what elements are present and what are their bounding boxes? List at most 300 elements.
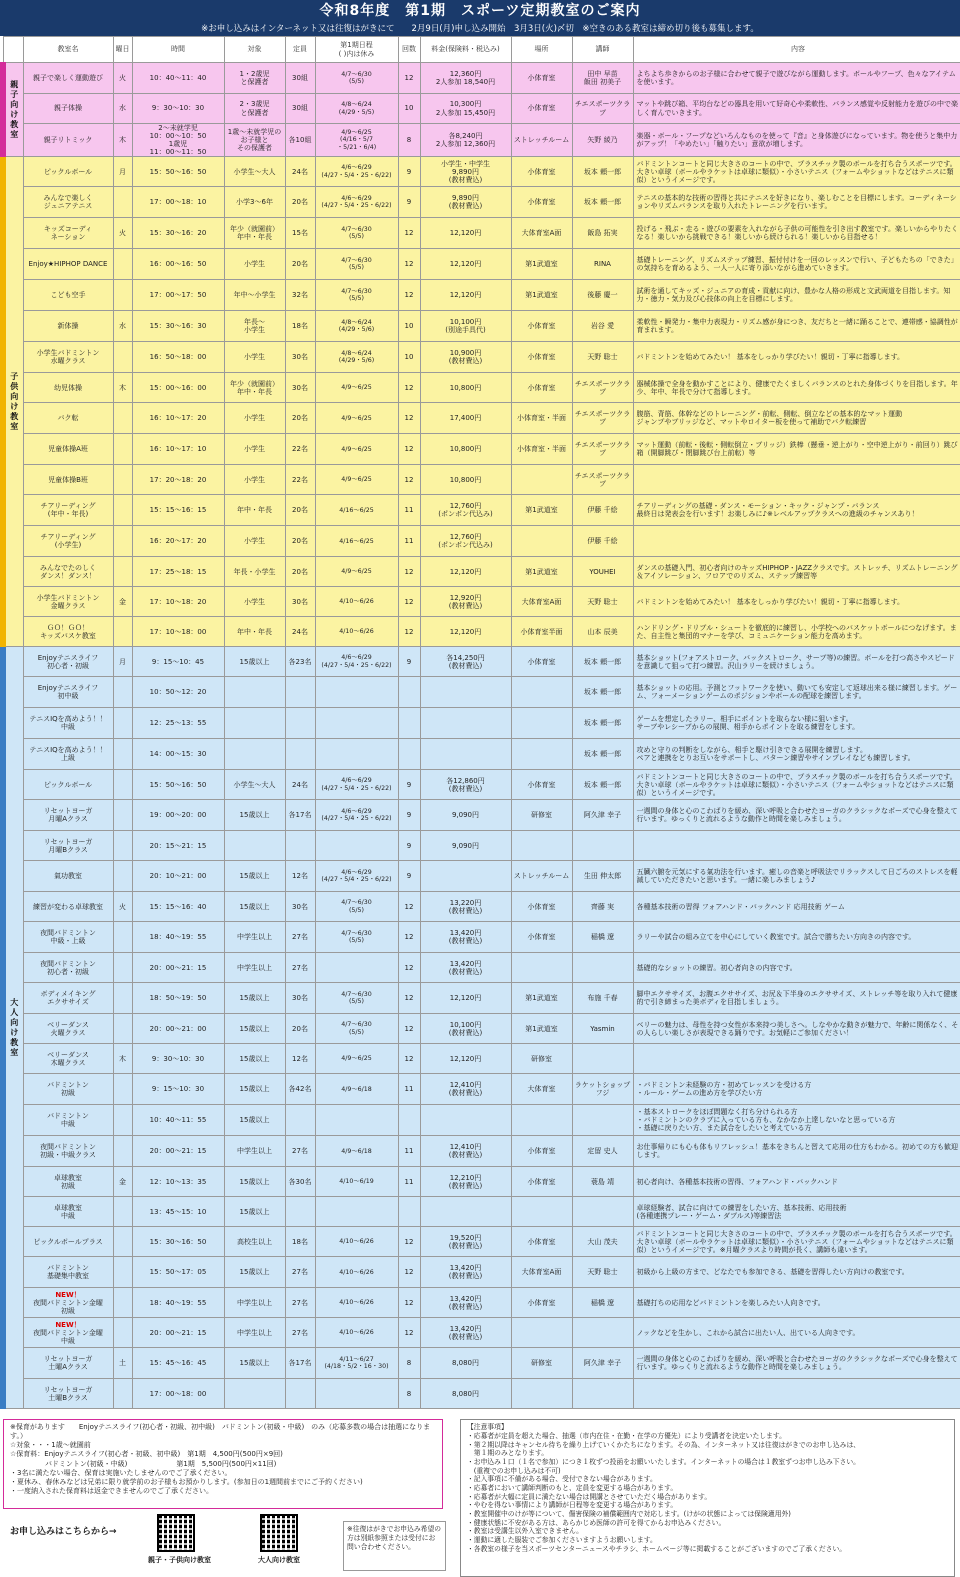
description: ・基本ストロークをほぼ問題なく打ち分けられる方 ・バドミントンのクラブに入っている方も、なかなか上達しないなと思っている方 ・基礎に戻りたい方、また試合をしたいと考えている方 (633, 1105, 960, 1136)
venue (511, 677, 572, 708)
capacity: 30名 (285, 373, 315, 403)
fee: 12,120円 (420, 249, 511, 280)
sessions: 12 (398, 1044, 420, 1074)
description: 五臓六腑を元気にする氣功法を行います。癒しの音楽と呼吸法でリラックスして日ごろのストレスを軽減していただきたいと思います。一緒に楽しみましょう♪ (633, 861, 960, 892)
schedule (315, 831, 398, 861)
table-row (3, 1288, 960, 1318)
class-name: ベリーダンス 木曜クラス (23, 1044, 113, 1074)
capacity: 各10組 (285, 124, 315, 157)
weekday (113, 557, 132, 587)
weekday (113, 434, 132, 465)
venue: 第1武道室 (511, 983, 572, 1014)
table-row (3, 739, 960, 770)
time: 16：00〜16：50 (132, 249, 224, 280)
qr-code-adult[interactable] (260, 1514, 298, 1552)
weekday (113, 800, 132, 831)
weekday: 木 (113, 373, 132, 403)
capacity: 30組 (285, 94, 315, 124)
table-row (3, 249, 960, 280)
header-cell: 曜日 (113, 37, 132, 63)
header-cell: 内容 (633, 37, 960, 63)
sessions: 10 (398, 311, 420, 342)
instructor: 天野 聡士 (572, 342, 633, 373)
description: チアリーディングの基礎・ダンス・モーション・キック・ジャンプ・バランス 最終日は発表会を行います！お楽しみに♪※レベルアップクラスへの進級のチャンスあり！ (633, 495, 960, 526)
class-name: 児童体操A班 (23, 434, 113, 465)
instructor: 田中 早苗 飯田 初美子 (572, 63, 633, 94)
time: 2〜未就学児 10：00〜10：50 1歳児 11：00〜11：50 (132, 124, 224, 157)
instructor: YOUHEI (572, 557, 633, 587)
venue: 小体育室・半面 (511, 403, 572, 434)
description: 卓球経験者、試合に向けての練習をしたい方、基本技術、応用技術 (各種連携プレー・ゲーム・ダブルス)等練習法 (633, 1197, 960, 1227)
description: 基礎トレーニング、リズムステップ練習、振付付けを一回のレッスンで行い、子どもたちの「できた」の気持ちを育めるよう、一人一人に寄り添いながら進めていきます。 (633, 249, 960, 280)
venue: 第1武道室 (511, 1014, 572, 1044)
description: ハンドリング・ドリブル・シュートを徹底的に練習し、小学校へのバスケットボールにつなげます。また、自主性と集団的マナーを学び、コミュニケーション能力を高めます。 (633, 617, 960, 647)
fee: 12,760円 (ポンポン代込み) (420, 495, 511, 526)
schedule (315, 1379, 398, 1409)
target: 2・3歳児 と保護者 (224, 94, 285, 124)
target (224, 708, 285, 739)
schedule: 4/8〜6/24 (4/29・5/6) (315, 342, 398, 373)
header-cell: 時間 (132, 37, 224, 63)
venue: 第1武道室 (511, 557, 572, 587)
description: マット運動（前転・後転・側転倒立・ブリッジ）鉄棒（懸垂・逆上がり・空中逆上がり・前回り）跳び箱（開脚跳び・閉脚跳び台上前転）等 (633, 434, 960, 465)
target: 年中・年長 (224, 495, 285, 526)
weekday (113, 465, 132, 495)
time: 15：50〜16：50 (132, 157, 224, 187)
class-name: ピックルボールプラス (23, 1227, 113, 1257)
target (224, 831, 285, 861)
table-row (3, 831, 960, 861)
instructor (572, 1105, 633, 1136)
fee: 各8,240円 2人参加 12,360円 (420, 124, 511, 157)
target: 中学生以上 (224, 953, 285, 983)
description: ノックなどを生かし、これから試合に出たい人、出ている人向きです。 (633, 1318, 960, 1348)
venue: 小体育室 (511, 922, 572, 953)
section-label: 大人向け教室 (3, 647, 23, 1409)
sessions: 8 (398, 124, 420, 157)
description: バドミントンコートと同じ大きさのコートの中で、プラスチック製のボールを打ち合うスポーツです。大きい卓球（ボールやラケットは卓球に類似）・小さいテニス（フォームやショットなどはテニスに類似）というイメージです。 (633, 770, 960, 800)
target: 中学生以上 (224, 1136, 285, 1167)
weekday: 水 (113, 94, 132, 124)
capacity: 27名 (285, 1318, 315, 1348)
capacity: 24名 (285, 770, 315, 800)
table-row (3, 1074, 960, 1105)
description: 器械体操で全身を動かすことにより、健康でたくましくバランスのとれた身体づくりを目指します。年少、年中、年長で分けて指導します。 (633, 373, 960, 403)
description: ・バドミントン未経験の方・初めてレッスンを受ける方 ・ルール・ゲームの進め方を学びたい方 (633, 1074, 960, 1105)
fee: 9,090円 (420, 800, 511, 831)
target: 年少（就園前） 年中・年長 (224, 218, 285, 249)
schedule: 4/7〜6/30 (5/5) (315, 892, 398, 922)
sessions: 11 (398, 1074, 420, 1105)
fee: 10,300円 2人参加 15,450円 (420, 94, 511, 124)
venue: 小体育室 (511, 892, 572, 922)
capacity (285, 677, 315, 708)
schedule: 4/7〜6/30 (5/5) (315, 983, 398, 1014)
qr-code-family[interactable] (157, 1514, 195, 1552)
sessions: 12 (398, 403, 420, 434)
fee: 19,520円 (教材費込) (420, 1227, 511, 1257)
table-row (3, 587, 960, 617)
time: 16：10〜17：20 (132, 403, 224, 434)
sessions: 8 (398, 1379, 420, 1409)
instructor: 阿久津 幸子 (572, 1348, 633, 1379)
table-row (3, 157, 960, 187)
instructor: チエスポーツクラブ (572, 94, 633, 124)
target: 年長〜 小学生 (224, 311, 285, 342)
table-row (3, 1197, 960, 1227)
instructor: 阿久津 幸子 (572, 800, 633, 831)
schedule: 4/10〜6/19 (315, 1167, 398, 1197)
venue: 小体育室 (511, 1288, 572, 1318)
schedule: 4/16〜6/25 (315, 526, 398, 557)
class-name: 小学生バドミントン 水曜クラス (23, 342, 113, 373)
time: 20：00〜21：15 (132, 953, 224, 983)
sessions (398, 708, 420, 739)
description: ラリーや試合の組み立てを中心にしていく教室です。試合で勝ちたい方向きの内容です。 (633, 922, 960, 953)
description: バドミントンを始めてみたい！ 基本をしっかり学びたい！親切・丁寧に指導します。 (633, 342, 960, 373)
capacity: 各17名 (285, 800, 315, 831)
header-cell: 第1期日程 ( )内は休み (315, 37, 398, 63)
capacity: 各23名 (285, 647, 315, 677)
instructor: 伊藤 千絵 (572, 526, 633, 557)
schedule: 4/7〜6/30 (5/5) (315, 1014, 398, 1044)
capacity: 20名 (285, 403, 315, 434)
target: 小学生 (224, 434, 285, 465)
weekday (113, 708, 132, 739)
instructor: 天野 聡士 (572, 587, 633, 617)
schedule (315, 953, 398, 983)
venue (511, 1318, 572, 1348)
class-name: 小学生バドミントン 金曜クラス (23, 587, 113, 617)
table-row (3, 1136, 960, 1167)
fee: 13,420円 (教材費込) (420, 953, 511, 983)
fee: 13,420円 (教材費込) (420, 1288, 511, 1318)
instructor: ラケットショップ フジ (572, 1074, 633, 1105)
schedule: 4/11〜6/27 (4/18・5/2・16・30) (315, 1348, 398, 1379)
target: 中学生以上 (224, 922, 285, 953)
class-name: 練習が変わる卓球教室 (23, 892, 113, 922)
fee: 12,210円 (教材費込) (420, 1167, 511, 1197)
weekday (113, 526, 132, 557)
target: 小学生 (224, 465, 285, 495)
weekday (113, 1288, 132, 1318)
weekday (113, 922, 132, 953)
time: 17：00〜18：10 (132, 187, 224, 218)
capacity (285, 1379, 315, 1409)
sessions: 9 (398, 647, 420, 677)
venue: 小体育室 (511, 1227, 572, 1257)
header-cell: 講師 (572, 37, 633, 63)
weekday (113, 953, 132, 983)
venue: 小体育室 (511, 63, 572, 94)
sessions (398, 739, 420, 770)
time: 10：50〜12：20 (132, 677, 224, 708)
table-header (3, 37, 960, 63)
class-name: NEW！ 夜間バドミントン金曜 初級 (23, 1288, 113, 1318)
time: 9：15〜10：45 (132, 647, 224, 677)
description (633, 1044, 960, 1074)
time: 18：40〜19：55 (132, 1288, 224, 1318)
schedule (315, 739, 398, 770)
target: 15歳以上 (224, 861, 285, 892)
sessions: 12 (398, 1288, 420, 1318)
target: 高校生以上 (224, 1227, 285, 1257)
sessions: 12 (398, 892, 420, 922)
capacity: 12名 (285, 861, 315, 892)
target (224, 739, 285, 770)
fee: 10,800円 (420, 373, 511, 403)
venue: 小体育室 (511, 1167, 572, 1197)
class-name: 児童体操B班 (23, 465, 113, 495)
venue (511, 1197, 572, 1227)
time: 12：10〜13：35 (132, 1167, 224, 1197)
capacity: 各17名 (285, 1348, 315, 1379)
instructor: 蓑島 靖 (572, 1167, 633, 1197)
capacity: 20名 (285, 249, 315, 280)
weekday (113, 249, 132, 280)
target: 年少（就園前） 年中・年長 (224, 373, 285, 403)
fee: 12,410円 (教材費込) (420, 1074, 511, 1105)
sessions: 12 (398, 249, 420, 280)
capacity: 30名 (285, 342, 315, 373)
description: 基礎的なショットの練習。初心者向きの内容です。 (633, 953, 960, 983)
weekday (113, 617, 132, 647)
schedule: 4/9〜6/25 (315, 557, 398, 587)
weekday: 木 (113, 124, 132, 157)
sessions: 12 (398, 587, 420, 617)
class-name: 卓球教室 初級 (23, 1167, 113, 1197)
description: 柔軟性・瞬発力・集中力表現力・リズム感が身につき、友だちと一緒に踊ることで、連帯感・協調性が育まれます。 (633, 311, 960, 342)
fee: 12,410円 (教材費込) (420, 1136, 511, 1167)
target: 15歳以上 (224, 1014, 285, 1044)
time: 15：30〜16：20 (132, 218, 224, 249)
header-cell: 場所 (511, 37, 572, 63)
instructor: 布施 千春 (572, 983, 633, 1014)
class-name: 親子体操 (23, 94, 113, 124)
class-name: ベリーダンス 火曜クラス (23, 1014, 113, 1044)
sessions: 9 (398, 187, 420, 218)
table-row (3, 403, 960, 434)
venue (511, 1379, 572, 1409)
capacity (285, 739, 315, 770)
sessions: 12 (398, 1014, 420, 1044)
instructor: 大山 茂夫 (572, 1227, 633, 1257)
schedule: 4/6〜6/29 (4/27・5/4・25・6/22) (315, 647, 398, 677)
class-name: バク転 (23, 403, 113, 434)
class-name: テニスIQを高めよう！！ 上級 (23, 739, 113, 770)
schedule: 4/6〜6/29 (4/27・5/4・25・6/22) (315, 770, 398, 800)
table-row (3, 1257, 960, 1288)
schedule: 4/7〜6/30 (5/5) (315, 218, 398, 249)
table-row (3, 800, 960, 831)
description: 初級から上級の方まで、どなたでも参加できる、基礎を習得したい方向けの教室です。 (633, 1257, 960, 1288)
time: 20：00〜21：15 (132, 1318, 224, 1348)
table-row (3, 280, 960, 311)
sessions: 8 (398, 1348, 420, 1379)
sessions (398, 1105, 420, 1136)
schedule: 4/9〜6/25 (315, 465, 398, 495)
description: ベリーの魅力は、母性を持つ女性が本来持つ美しさへ。しなやかな動きが魅力で、年齢に関係なく、その人らしい楽しさが表現できる踊りです。お気軽にご参加ください！ (633, 1014, 960, 1044)
fee: 12,120円 (420, 280, 511, 311)
venue (511, 708, 572, 739)
capacity: 24名 (285, 617, 315, 647)
capacity: 27名 (285, 922, 315, 953)
table-row (3, 1167, 960, 1197)
description: マットや跳び箱、平均台などの器具を用いて好奇心や柔軟性、バランス感覚や反射能力を遊びの中で楽しく育んでいきます。 (633, 94, 960, 124)
weekday (113, 739, 132, 770)
footer (0, 1409, 960, 1577)
instructor: 坂本 頼一郎 (572, 739, 633, 770)
qr-label-family: 親子・子供向け教室 (148, 1556, 211, 1565)
schedule: 4/9〜6/25 (315, 403, 398, 434)
sessions: 12 (398, 63, 420, 94)
instructor: 坂本 頼一郎 (572, 677, 633, 708)
venue: ストレッチルーム (511, 861, 572, 892)
time: 15：50〜17：05 (132, 1257, 224, 1288)
sessions: 11 (398, 1136, 420, 1167)
time: 15：15〜16：15 (132, 495, 224, 526)
description: 脚中エクササイズ、お腹エクササイズ、お尻＆下半身のエクササイズ、ストレッチ等を取り入れて健康的で引き締まった美ボディを目指しましょう。 (633, 983, 960, 1014)
table-row (3, 617, 960, 647)
schedule: 4/10〜6/26 (315, 1227, 398, 1257)
capacity: 27名 (285, 1136, 315, 1167)
target: 年長・小学生 (224, 557, 285, 587)
schedule: 4/9〜6/18 (315, 1074, 398, 1105)
venue: 大体育室A面 (511, 218, 572, 249)
instructor (572, 1197, 633, 1227)
capacity: 20名 (285, 495, 315, 526)
instructor (572, 1044, 633, 1074)
venue: 小体育室 (511, 187, 572, 218)
venue: ストレッチルーム (511, 124, 572, 157)
capacity: 20名 (285, 187, 315, 218)
venue: 大体育室A面 (511, 587, 572, 617)
table-row (3, 187, 960, 218)
fee (420, 1197, 511, 1227)
capacity: 20名 (285, 557, 315, 587)
capacity: 20名 (285, 526, 315, 557)
class-name: 親子で楽しく運動遊び (23, 63, 113, 94)
weekday (113, 861, 132, 892)
sessions: 9 (398, 800, 420, 831)
target: 小学生 (224, 587, 285, 617)
target: 小学生〜大人 (224, 770, 285, 800)
class-name: キッズコーディ ネーション (23, 218, 113, 249)
venue (511, 953, 572, 983)
header-cell: 回数 (398, 37, 420, 63)
capacity: 22名 (285, 465, 315, 495)
time: 13：45〜15：10 (132, 1197, 224, 1227)
venue (511, 1105, 572, 1136)
instructor: チエスポーツクラブ (572, 434, 633, 465)
venue: 第1武道室 (511, 495, 572, 526)
description: お仕事帰りにも心も体もリフレッシュ！基本をきちんと習えて応用の仕方もわかる。初めての方も歓迎します。 (633, 1136, 960, 1167)
table-row (3, 677, 960, 708)
schedule (315, 677, 398, 708)
weekday: 土 (113, 1348, 132, 1379)
instructor: 飯島 拓実 (572, 218, 633, 249)
schedule: 4/9〜6/25 (315, 1044, 398, 1074)
description: 基本ショット(フォアストローク、バックストローク、サーブ等)の練習。ボールを打つ高さやスピードを意識して狙って打つ練習。沢山ラリーを続けましょう。 (633, 647, 960, 677)
table-row (3, 1044, 960, 1074)
weekday (113, 495, 132, 526)
capacity: 18名 (285, 311, 315, 342)
fee: 9,090円 (420, 831, 511, 861)
time: 14：00〜15：30 (132, 739, 224, 770)
time: 20：00〜21：00 (132, 1014, 224, 1044)
schedule: 4/9〜6/25 (4/16・5/7 ・5/21・6/4) (315, 124, 398, 157)
weekday: 金 (113, 1167, 132, 1197)
instructor (572, 953, 633, 983)
capacity: 30名 (285, 587, 315, 617)
time: 17：10〜18：00 (132, 617, 224, 647)
weekday: 木 (113, 1044, 132, 1074)
table-row (3, 983, 960, 1014)
schedule (315, 1197, 398, 1227)
fee (420, 739, 511, 770)
venue: 研修室 (511, 1044, 572, 1074)
sessions: 11 (398, 526, 420, 557)
venue: 研修室 (511, 1348, 572, 1379)
table-row (3, 1014, 960, 1044)
venue (511, 831, 572, 861)
sessions: 9 (398, 770, 420, 800)
schedule: 4/8〜6/24 (4/29・5/5) (315, 94, 398, 124)
weekday (113, 1318, 132, 1348)
table-row (3, 526, 960, 557)
weekday: 月 (113, 647, 132, 677)
weekday: 火 (113, 892, 132, 922)
fee: 13,420円 (教材費込) (420, 1257, 511, 1288)
fee (420, 861, 511, 892)
time: 15：50〜16：50 (132, 770, 224, 800)
sessions: 12 (398, 557, 420, 587)
table-row (3, 1318, 960, 1348)
fee: 10,800円 (420, 465, 511, 495)
fee: 各14,250円 (教材費込) (420, 647, 511, 677)
target: 15歳以上 (224, 1348, 285, 1379)
description (633, 831, 960, 861)
class-name: ＧＯ！ＧＯ！ キッズバスケ教室 (23, 617, 113, 647)
venue: 小体育室 (511, 647, 572, 677)
sessions: 10 (398, 342, 420, 373)
sessions: 10 (398, 94, 420, 124)
capacity: 各30名 (285, 1167, 315, 1197)
time: 17：00〜17：50 (132, 280, 224, 311)
weekday (113, 1227, 132, 1257)
table-row (3, 1105, 960, 1136)
description: バドミントンコートと同じ大きさのコートの中で、プラスチック製のボールを打ち合うスポーツです。大きい卓球（ボールやラケットは卓球に類似）・小さいテニス（フォームやショットなどはテニスに類似）というイメージです。※月曜クラスより時間が長く、講師も違います。 (633, 1227, 960, 1257)
instructor: 稲橋 遼 (572, 1288, 633, 1318)
weekday (113, 342, 132, 373)
fee: 12,760円 (ポンポン代込み) (420, 526, 511, 557)
description: 投げる・飛ぶ・走る・遊びの要素を入れながら子供の可能性を引き出す教室です。楽しいからやりたくなる！楽しいから挑戦できる！楽しいから続けられる！楽しいから目指せる！ (633, 218, 960, 249)
schedule: 4/10〜6/26 (315, 617, 398, 647)
table-row (3, 922, 960, 953)
table-row (3, 218, 960, 249)
weekday (113, 983, 132, 1014)
description: 攻めと守りの判断をしながら、相手と駆け引きできる展開を練習します。 ペアと連携をとりお互いをサポートし、パターン練習やサインプレイなども練習します。 (633, 739, 960, 770)
table-row (3, 953, 960, 983)
schedule: 4/16〜6/25 (315, 495, 398, 526)
header-cell: 料金(保険料・税込み) (420, 37, 511, 63)
weekday (113, 677, 132, 708)
instructor: 山本 辰美 (572, 617, 633, 647)
class-name: 夜間バドミントン 中級・上級 (23, 922, 113, 953)
section-label: 子供向け教室 (3, 157, 23, 647)
description (633, 465, 960, 495)
instructor (572, 1379, 633, 1409)
